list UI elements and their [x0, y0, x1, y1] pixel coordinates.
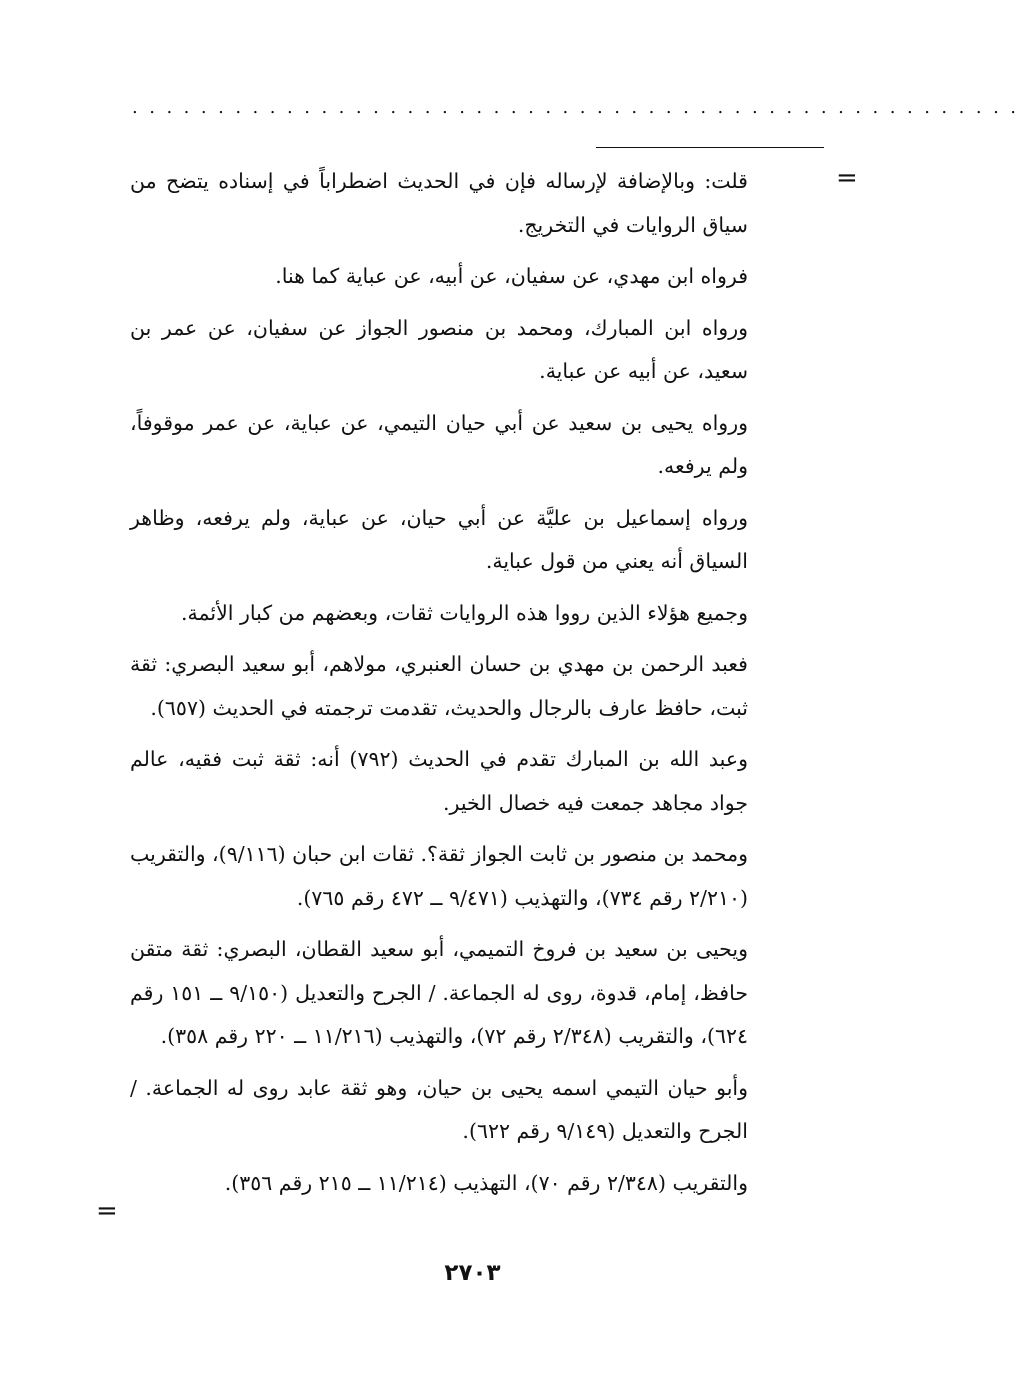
paragraph: والتقريب (٢/٣٤٨ رقم ٧٠)، التهذيب (١١/٢١٤ ــ ٢١٥ رقم ٣٥٦). [224, 1170, 748, 1195]
page-number: ٢٧٠٣ [444, 1260, 501, 1286]
paragraph: ورواه ابن المبارك، ومحمد بن منصور الجواز عن سفيان، عن عمر بن سعيد، عن أبيه عن عباية. [130, 315, 748, 383]
paragraph: وجميع هؤلاء الذين رووا هذه الروايات ثقات، وبعضهم من كبار الأئمة. [181, 600, 748, 625]
dotted-separator: .................................................... [132, 97, 1028, 118]
paragraph: فرواه ابن مهدي، عن سفيان، عن أبيه، عن عباية كما هنا. [275, 264, 748, 288]
paragraph: قلت: وبالإضافة لإرساله فإن في الحديث اضطراباً في إسناده يتضح من سياق الروايات في التخريج. [130, 169, 748, 237]
paragraph: وعبد الله بن المبارك تقدم في الحديث (٧٩٢) أنه: ثقة ثبت فقيه، عالم جواد مجاهد جمعت فيه خصال الخير. [130, 747, 748, 815]
paragraph: ورواه إسماعيل بن عليَّة عن أبي حيان، عن عباية، ولم يرفعه، وظاهر السياق أنه يعني من قول عباية. [130, 505, 748, 573]
footnote-text [130, 160, 748, 1213]
paragraph: فعبد الرحمن بن مهدي بن حسان العنبري، مولاهم، أبو سعيد البصري: ثقة ثبت، حافظ عارف بالرجال والحديث، تقدمت ترجمته في الحديث (٦٥٧). [130, 652, 748, 720]
paragraph: وأبو حيان التيمي اسمه يحيى بن حيان، وهو ثقة عابد روى له الجماعة. / الجرح والتعديل (٩/١٤٩ رقم ٦٢٢). [130, 1075, 748, 1143]
footnote-rule [596, 147, 824, 148]
paragraph: ومحمد بن منصور بن ثابت الجواز ثقة؟. ثقات ابن حبان (٩/١١٦)، والتقريب (٢/٢١٠ رقم ٧٣٤)، والتهذيب (٩/٤٧١ ــ ٤٧٢ رقم ٧٦٥). [130, 842, 748, 910]
paragraph: ويحيى بن سعيد بن فروخ التميمي، أبو سعيد القطان، البصري: ثقة متقن حافظ، إمام، قدوة، روى له الجماعة. / الجرح والتعديل (٩/١٥٠ ــ ١٥١ رقم ٦٢٤)، والتقريب (٢/٣٤٨ رقم ٧٢)، والتهذيب (١١/٢١٦ ــ ٢٢٠ رقم ٣٥٨). [130, 937, 748, 1048]
paragraph: ورواه يحيى بن سعيد عن أبي حيان التيمي، عن عباية، عن عمر موقوفاً، ولم يرفعه. [130, 410, 748, 478]
continuation-mark-bottom: = [96, 1196, 118, 1226]
continuation-mark-top: = [836, 163, 858, 193]
